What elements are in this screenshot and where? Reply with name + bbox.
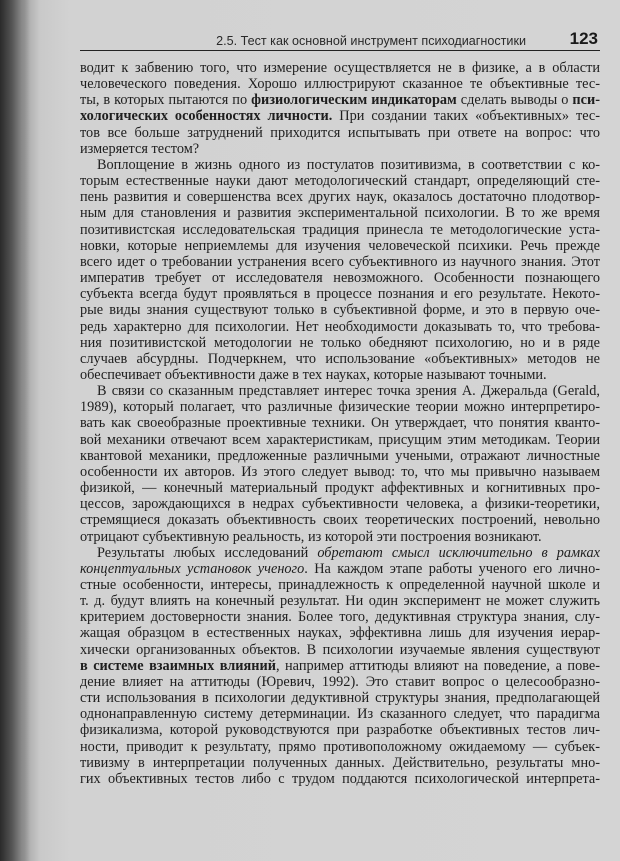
text-run: всего идет о требовании устранения всего субъективного из научного знания. Этот (80, 253, 600, 270)
text-line (80, 286, 600, 302)
text-run: человеческого поведения. Хорошо иллюстрируют сказанное те объективные тес- (80, 76, 600, 93)
text-run: сделать выводы о (456, 92, 573, 109)
text-run: . На каждом этапе работы ученого его лично- (304, 560, 600, 577)
text-line (80, 189, 600, 205)
page-number: 123 (569, 29, 598, 48)
bold-text: в системе взаимных влияний (80, 657, 276, 674)
text-run: случаев абсурдны. Подчеркнем, что использование «объективных» методов не (80, 350, 600, 367)
italic-text: обретают смысл исключительно в рамках (317, 544, 600, 561)
text-run: физикализма, которой руководствуются при разработке объективных тестов лич- (80, 722, 600, 739)
text-run: Воплощение в жизнь одного из постулатов позитивизма, в соответствии с ко- (97, 156, 600, 173)
text-run: При создании таких «объективных» тес- (332, 108, 601, 125)
text-line (80, 125, 600, 141)
text-line (80, 722, 600, 738)
text-line (80, 755, 600, 771)
text-line (80, 351, 600, 367)
text-run: позитивистская исследовательская традиция принесла те методологические уста- (80, 221, 600, 238)
text-line (80, 432, 600, 448)
text-run: новки, которые неприемлемы для изучения человеческой психики. Речь прежде (80, 237, 600, 254)
text-run: особенности их авторов. Из этого следует вывод: то, что мы привычно называем (80, 463, 600, 480)
text-line (80, 496, 600, 512)
text-run: сти использования в психологии дедуктивной структуры знания, предполагающей (80, 690, 600, 707)
text-line (80, 529, 600, 545)
text-line (80, 222, 600, 238)
text-line (80, 415, 600, 431)
text-line (80, 157, 600, 173)
text-line (80, 577, 600, 593)
bold-text: физиологическим индикаторам (251, 92, 457, 109)
bold-text: хологических особенностях личности. (80, 108, 333, 125)
text-run: физикой, — конечный материальный продукт аффективных и когнитивных про- (80, 480, 600, 497)
text-line (80, 173, 600, 189)
text-line (80, 270, 600, 286)
text-run: ным для становления и развития экспериментальной психологии. В то же время (80, 205, 600, 222)
text-line (80, 625, 600, 641)
text-run: рые виды знания существуют только в субъективной форме, и это в первую оче- (80, 302, 600, 319)
text-line (80, 512, 600, 528)
text-line (80, 254, 600, 270)
text-run: измеряется тестом? (80, 140, 200, 157)
text-line (80, 609, 600, 625)
text-run: вать как своеобразные проективные техники. Он утверждает, что понятия кванто- (80, 415, 600, 432)
text-run: хически организованных объектов. В психологии изучаемые явления существуют (80, 641, 600, 658)
text-line (80, 674, 600, 690)
text-run: квантовой механики, предложенные различными учеными, отражают личностные (80, 447, 600, 464)
text-line (80, 448, 600, 464)
text-line (80, 205, 600, 221)
text-line (80, 642, 600, 658)
text-line (80, 690, 600, 706)
bold-text: пси- (572, 92, 600, 109)
text-run: гих объективных тестов либо с трудом поддаются психологической интерпрета- (80, 770, 600, 787)
text-line (80, 771, 600, 787)
text-line (80, 383, 600, 399)
text-run: Результаты любых исследований (97, 544, 318, 561)
text-run: субъекта всегда будут проявляться в процессе познания и его результате. Некото- (80, 286, 600, 303)
text-line (80, 367, 600, 383)
book-binding-shadow (0, 0, 30, 861)
text-run: отрицают субъективную реальность, из которой эти построения возникают. (80, 528, 542, 545)
text-line (80, 238, 600, 254)
text-run: т. д. будут влиять на конечный результат. Ни один эксперимент не может служить (80, 593, 600, 610)
text-run: тов все больше затруднений приходится испытывать при ответе на вопрос: что (80, 124, 600, 141)
text-run: жащая образцом в естественных науках, эффективна лишь для изучения иерар- (80, 625, 600, 642)
text-run: ния позитивистской методологии не только обедняют психологию, но и в ряде (80, 334, 600, 351)
text-line (80, 108, 600, 124)
text-run: , например аттитюды влияют на поведение, а пове- (275, 657, 600, 674)
italic-text: концептуальных установок ученого (80, 560, 305, 577)
text-line (80, 319, 600, 335)
text-line (80, 92, 600, 108)
text-run: однонаправленную систему детерминации. Из сказанного следует, что парадигма (80, 706, 600, 723)
text-run: стремящиеся доказать объективность своих теоретических построений, невольно (80, 512, 600, 529)
text-run: 1989), который полагает, что различные физические теории можно интерпретиро- (80, 399, 600, 416)
text-run: В связи со сказанным представляет интерес точка зрения А. Джеральда (Gerald, (97, 383, 600, 400)
text-run: ты, в которых пытаются по (80, 92, 252, 109)
text-line (80, 302, 600, 318)
text-run: пень развития и совершенства всех других наук, оказалось достаточно плодотвор- (80, 189, 600, 206)
text-run: ности, приводит к результату, прямо противоположному ожидаемому — субъек- (80, 738, 600, 755)
text-line (80, 399, 600, 415)
text-line (80, 335, 600, 351)
text-run: вой механики отвечают всем характеристикам, присущим этим методикам. Теории (80, 431, 600, 448)
text-run: торым естественные науки дают методологический стандарт, определяющий сте- (80, 173, 600, 190)
section-title: 2.5. Тест как основной инструмент психодиагностики (216, 34, 526, 48)
text-line (80, 706, 600, 722)
text-run: стные особенности, интересы, принадлежность к определенной научной школе и (80, 577, 600, 593)
text-line (80, 593, 600, 609)
text-line (80, 480, 600, 496)
text-line (80, 561, 600, 577)
text-run: критерием достоверности знания. Более того, дедуктивная структура знания, слу- (80, 609, 600, 626)
text-line (80, 658, 600, 674)
text-run: тивизму в интерпретации полученных данных. Действительно, результаты мно- (80, 754, 600, 771)
text-run: цессов, зарождающихся в недрах субъективности человека, а физики-теоретики, (80, 496, 600, 513)
running-header (80, 28, 600, 51)
text-run: дение влияет на аттитюды (Юревич, 1992). Это ставит вопрос о целесообразно- (80, 673, 600, 690)
text-line (80, 464, 600, 480)
text-line (80, 545, 600, 561)
text-run: императив требует от исследователя невозможного. Особенности познающего (80, 270, 600, 287)
text-line (80, 141, 600, 157)
text-line (80, 739, 600, 755)
text-run: водит к забвению того, что измерение осуществляется не в физике, а в области (80, 60, 600, 76)
text-run: обеспечивает объективности даже в тех науках, которые называют точными. (80, 366, 547, 383)
text-line (80, 60, 600, 76)
text-run: редь характерно для психологии. Нет необходимости доказывать то, что требова- (80, 318, 600, 335)
body-text (80, 60, 600, 787)
text-line (80, 76, 600, 92)
